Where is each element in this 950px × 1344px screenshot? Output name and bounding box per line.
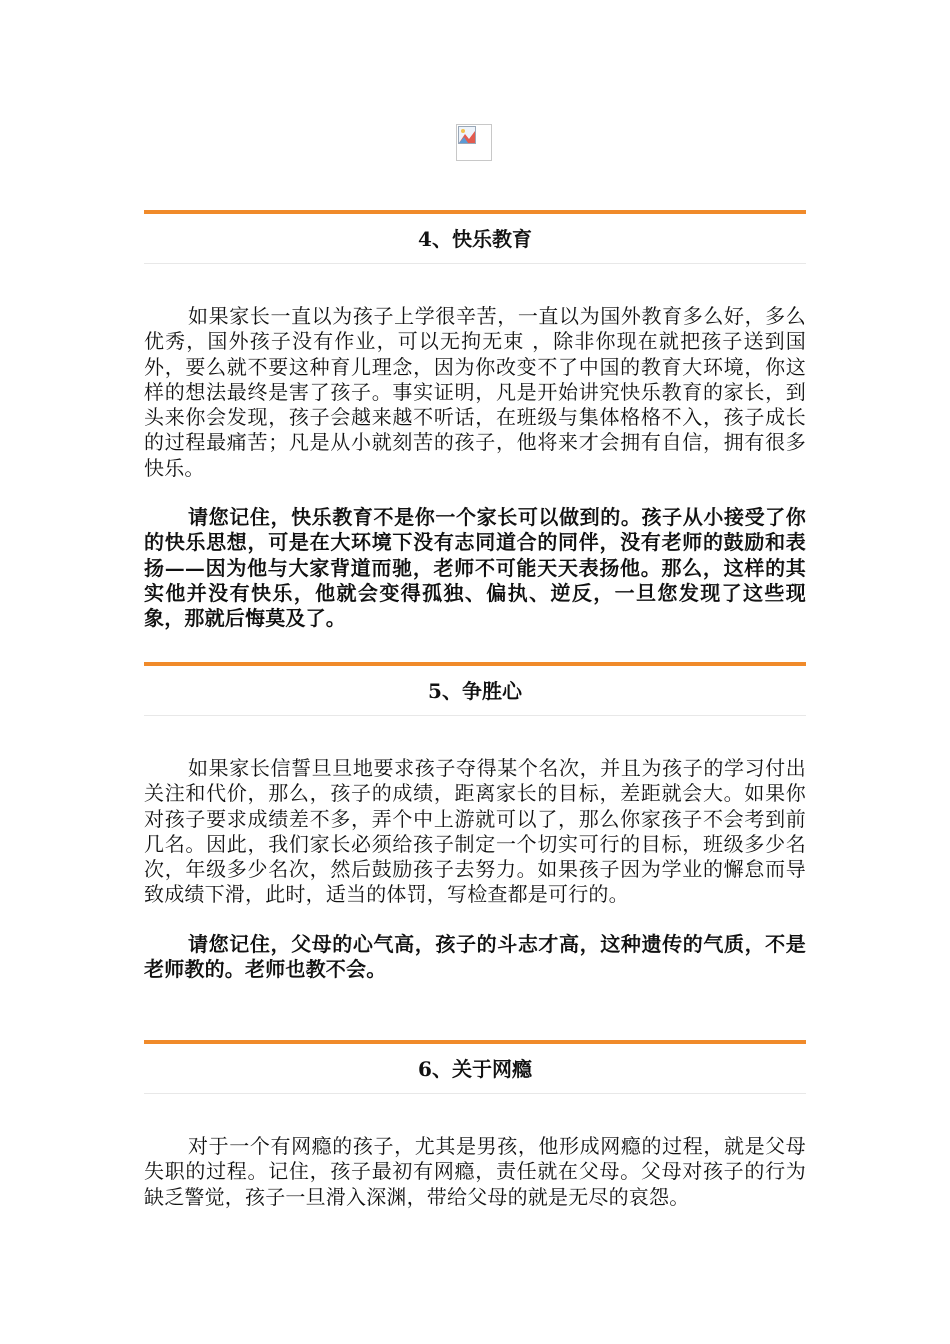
section-heading: 6、关于网瘾: [418, 1057, 532, 1081]
heading-underline: [144, 715, 806, 716]
section-heading: 4、快乐教育: [418, 227, 532, 251]
broken-image: [456, 124, 492, 161]
section-heading: 5、争胜心: [428, 679, 522, 703]
section-body: 如果家长一直以为孩子上学很辛苦，一直以为国外教育多么好，多么优秀，国外孩子没有作业，可以无拘无束 ，除非你现在就把孩子送到国外，要么就不要这种育儿理念，因为你改变不了中国的教育大环境，你这样的想法最终是害了孩子。事实证明，凡是开始讲究快乐教育的家长，到头来你会发现，孩子会越来越不听话，在班级与集体格格不入，孩子成长的过程最痛苦；凡是从小就刻苦的孩子，他将来才会拥有自信，拥有很多快乐。: [144, 304, 806, 480]
section-body: 如果家长信誓旦旦地要求孩子夺得某个名次，并且为孩子的学习付出关注和代价，那么，孩子的成绩，距离家长的目标，差距就会大。如果你对孩子要求成绩差不多，弄个中上游就可以了，那么你家孩子不会考到前几名。因此，我们家长必须给孩子制定一个切实可行的目标，班级多少名次，年级多少名次，然后鼓励孩子去努力。如果孩子因为学业的懈怠而导致成绩下滑，此时，适当的体罚，写检查都是可行的。: [144, 756, 806, 907]
section-emphasis: 请您记住，快乐教育不是你一个家长可以做到的。孩子从小接受了你的快乐思想，可是在大环境下没有志同道合的同伴，没有老师的鼓励和表扬——因为他与大家背道而驰，老师不可能天天表扬他。那么，这样的其实他并没有快乐，他就会变得孤独、偏执、逆反，一旦您发现了这些现象，那就后悔莫及了。: [144, 505, 806, 631]
section-internet-addiction: [144, 1040, 806, 1210]
heading-underline: [144, 263, 806, 264]
broken-image-icon: [458, 126, 476, 144]
section-emphasis: 请您记住，父母的心气高，孩子的斗志才高，这种遗传的气质，不是老师教的。老师也教不会。: [144, 931, 806, 982]
heading-underline: [144, 1093, 806, 1094]
section-body: 对于一个有网瘾的孩子，尤其是男孩，他形成网瘾的过程，就是父母失职的过程。记住，孩子最初有网瘾，责任就在父母。父母对孩子的行为缺乏警觉，孩子一旦滑入深渊，带给父母的就是无尽的哀怨。: [144, 1134, 806, 1209]
section-competitiveness: [144, 662, 806, 982]
section-happy-education: [144, 210, 806, 632]
